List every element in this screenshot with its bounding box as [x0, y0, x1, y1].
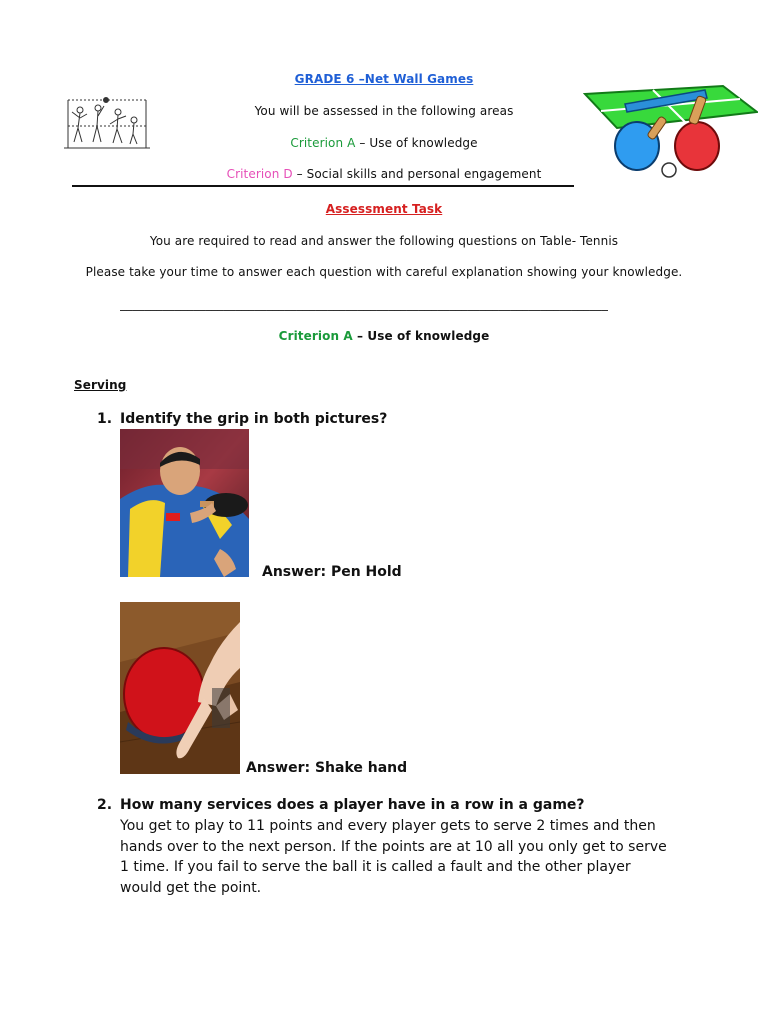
criterion-a-heading-text: – Use of knowledge — [352, 329, 490, 343]
criterion-a-text: – Use of knowledge — [355, 136, 478, 150]
assessment-intro: You will be assessed in the following areas — [254, 104, 514, 118]
criterion-d-label: Criterion D — [226, 167, 293, 181]
question-1-number: 1. — [97, 411, 113, 427]
question-2-number: 2. — [97, 797, 113, 813]
answer-line: would get the point. — [120, 879, 262, 896]
answer-line: You get to play to 11 points and every player gets to serve 2 times and then — [120, 818, 656, 834]
answer-shake-hand: Answer: Shake hand — [246, 760, 408, 776]
criterion-a-label: Criterion A — [290, 136, 356, 150]
question-1-text: Identify the grip in both pictures? — [120, 411, 388, 427]
shake-hand-photo — [120, 602, 240, 774]
assessment-task-heading: Assessment Task — [325, 202, 443, 216]
criterion-d-text: – Social skills and personal engagement — [292, 167, 542, 181]
criterion-a-heading-label: Criterion A — [278, 329, 353, 343]
serving-heading: Serving — [74, 378, 127, 392]
pen-hold-photo — [120, 429, 249, 577]
answer-line: 1 time. If you fail to serve the ball it is called a fault and the other player — [120, 859, 631, 875]
header-divider — [72, 185, 574, 187]
question-2-answer — [120, 816, 720, 898]
criterion-d-line — [0, 167, 768, 181]
criterion-a-heading — [0, 329, 768, 343]
answer-pen-hold: Answer: Pen Hold — [262, 564, 402, 580]
criterion-a-line — [0, 136, 768, 150]
page-title: GRADE 6 –Net Wall Games — [294, 72, 474, 86]
task-instruction-2: Please take your time to answer each question with careful explanation showing your knowledge. — [85, 265, 683, 279]
answer-line: hands over to the next person. If the points are at 10 all you only get to serve — [120, 838, 667, 855]
separator-line: ________________________________________________________________________________ — [120, 297, 608, 311]
task-instruction-1: You are required to read and answer the following questions on Table- Tennis — [149, 234, 619, 248]
question-2-text: How many services does a player have in a row in a game? — [120, 797, 585, 813]
